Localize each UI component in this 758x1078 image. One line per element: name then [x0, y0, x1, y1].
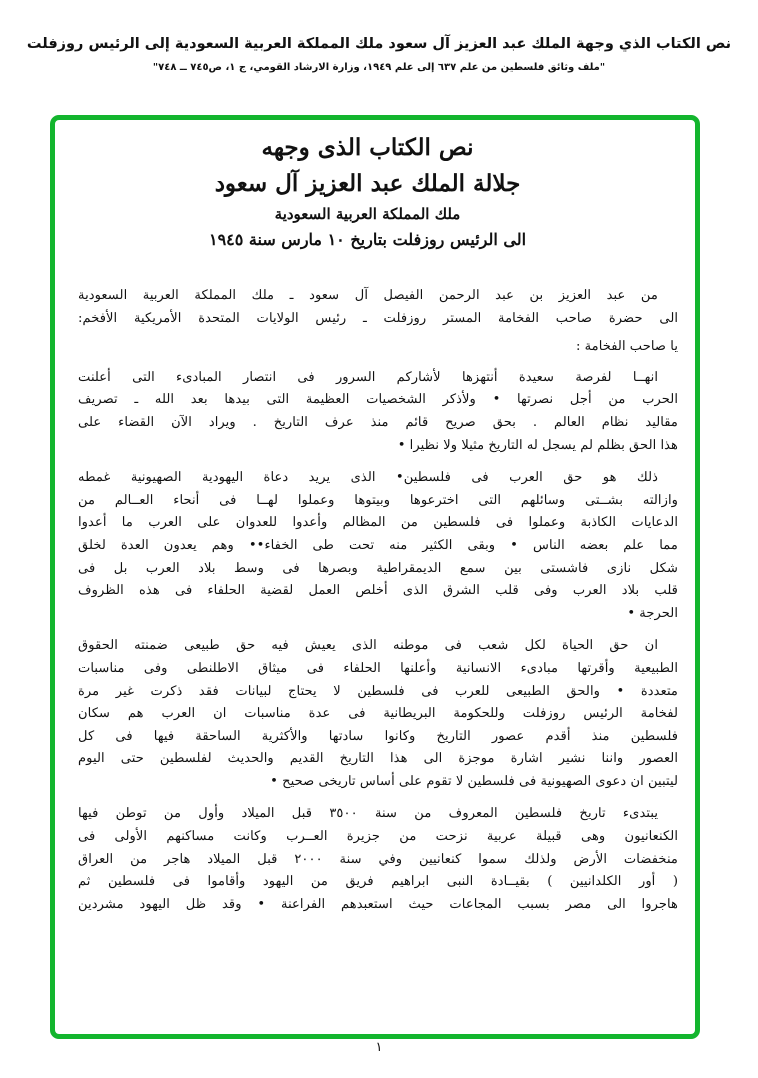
text-line: العصور واننا نشير اشارة موجزة الى هذا التاريخ القديم والحديث لفلسطين حتى اليوم: [78, 751, 678, 767]
text-line: ليتبين ان دعوى الصهيونية فى فلسطين لا تقوم على أساس تاريخى صحيح •: [270, 773, 678, 789]
heading-line-1: نص الكتاب الذى وجهه: [261, 134, 474, 161]
paragraph-3: [78, 635, 678, 793]
text-line: لفخامة الرئيس روزفلت وللحكومة البريطانية فى عدة مناسبات ان العرب هم سكان: [78, 706, 678, 722]
text-line: مما علم بعضه الناس • وبقى الكثير منه تحت طى الخفاء•• وهم يعدون العدة لخلق: [78, 537, 678, 553]
text-line: ان حق الحياة لكل شعب فى موطنه الذى يعيش فيه حق طبيعى ضمنته الحقوق: [78, 638, 658, 654]
text-line: متعددة • والحق الطبيعى للعرب فى فلسطين لا يحتاج لبيانات فقد ذكرت غير مرة: [78, 683, 678, 699]
text-line: ( أور الكلدانيين ) بقيــادة النبى ابراهيم فريق من اليهود وأقاموا فى فلسطين ثم: [78, 874, 678, 890]
text-line: هاجروا الى مصر بسبب المجاعات حيث استعبدهم الفراعنة • وقد ظل اليهود مشردين: [78, 896, 678, 912]
address-to: الى حضرة صاحب الفخامة المستر روزفلت ـ رئيس الولايات المتحدة الأمريكية الأفخم:: [78, 310, 678, 326]
letter-body: [78, 285, 678, 916]
text-line: هذا الحق بظلم لم يسجل له التاريخ مثيلا ولا نظيرا •: [397, 437, 678, 453]
text-line: وازالته بشــتى وسائلهم التى اخترعوها وبيتوها وعملوا لهــا فى أنحاء العــالم من: [78, 492, 678, 508]
text-line: ذلك هو حق العرب فى فلسطين• الذى يريد دعاة اليهودية الصهيونية غمطه: [78, 470, 658, 486]
text-line: منخفضات الأرض ولذلك سموا كنعانيين وفي سنة ٢٠٠٠ قبل الميلاد هاجر من العراق: [78, 851, 678, 867]
text-line: انهــا لفرصة سعيدة أنتهزها لأشاركم السرور فى انتصار المبادىء التى أعلنت: [78, 369, 658, 385]
letter-heading: [60, 130, 675, 254]
text-line: مقاليد نظام العالم . بحق صريح قائم منذ عرف التاريخ . ويراد الآن القضاء على: [78, 414, 678, 430]
page-title: نص الكتاب الذي وجهة الملك عبد العزيز آل سعود ملك المملكة العربية السعودية إلى الرئيس روزفلت: [26, 36, 732, 52]
source-citation: "ملف وثائق فلسطين من علم ٦٣٧ إلى علم ١٩٤٩، وزارة الارشاد القومي، ج ١، ص٧٤٥ ــ ٧٤٨": [152, 62, 606, 73]
page-header: [0, 32, 758, 78]
text-line: قلب بلاد العرب وفى قلب الشرق الذى أخلص العمل لقضية الحلفاء فى هذه الظروف: [78, 583, 678, 599]
paragraph-1: [78, 367, 678, 457]
text-line: الدعايات الكاذبة وعملوا فى فلسطين من المظالم وأعدوا للعدوان على العرب ما أعدوا: [78, 515, 678, 531]
address-block: [78, 285, 678, 330]
address-from: من عبد العزيز بن عبد الرحمن الفيصل آل سعود ـ ملك المملكة العربية السعودية: [78, 288, 658, 303]
heading-line-4: الى الرئيس روزفلت بتاريخ ١٠ مارس سنة ١٩٤٥: [208, 230, 527, 249]
heading-line-3: ملك المملكة العربية السعودية: [274, 205, 461, 223]
text-line: يبتدىء تاريخ فلسطين المعروف من سنة ٣٥٠٠ قبل الميلاد وأول من توطن فيها: [78, 806, 659, 822]
text-line: الكنعانيون وهى قبيلة عربية نزحت من جزيرة العــرب وكانت مساكنهم الأولى فى: [78, 829, 678, 845]
text-line: شكل نازى فاشستى بين سمع الديمقراطية وبصرها فى وسط بلاد العرب بل فى: [78, 560, 678, 576]
paragraph-4: [78, 803, 678, 916]
heading-line-2: جلالة الملك عبد العزيز آل سعود: [214, 170, 521, 197]
text-line: الحرب من أجل نصرتها • ولأذكر الشخصيات العظيمة التى بيدها بعد الله ـ تصريف: [78, 392, 678, 408]
paragraph-2: [78, 467, 678, 625]
text-line: فلسطين منذ أقدم عصور التاريخ وكانوا سادتها والأكثرية الساحقة فيها فى كل: [78, 728, 678, 744]
salutation: يا صاحب الفخامة :: [575, 339, 678, 355]
page-number: ١: [375, 1040, 383, 1055]
text-line: الحرجة •: [627, 605, 678, 621]
text-line: الطبيعية وأقرتها مبادىء الانسانية وأعلنها الحلفاء فى ميثاق الاطلنطى وفى مناسبات: [78, 660, 678, 676]
